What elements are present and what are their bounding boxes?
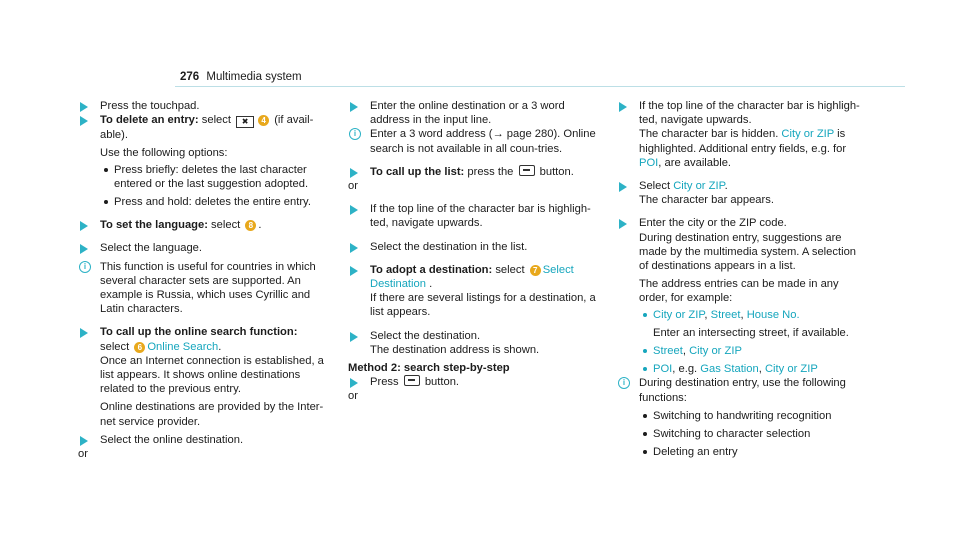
delete-key-icon: ✖ <box>236 116 254 128</box>
info-text: This function is useful for countries in which several character sets are supported. An example is Russia, which uses Cyrillic and Latin characters. <box>100 260 316 316</box>
separator: , <box>704 308 711 321</box>
info-text: Enter a 3 word address (→ page 280). Online search is not available in all coun-tries. <box>370 128 596 155</box>
ui-term: City or ZIP <box>689 345 742 358</box>
step-text: (if avail-able). <box>100 114 314 142</box>
arrow-step-icon <box>619 182 627 192</box>
ui-term-city-zip: City or ZIP <box>781 128 835 141</box>
info-icon: i <box>79 261 91 273</box>
step-heading: To call up the list: <box>370 165 465 178</box>
step-text: Select <box>639 180 674 193</box>
ui-term: City or ZIP <box>653 308 705 321</box>
step-text: . <box>218 340 222 353</box>
step-text: select <box>198 114 235 127</box>
list-item <box>639 308 865 340</box>
ui-term-poi: POI <box>639 156 659 169</box>
or-text: or <box>348 390 358 403</box>
step-text: Once an Internet connection is established, a list appears. It shows online destinations related to the previous entry. <box>100 354 324 396</box>
list-button-icon <box>404 375 420 386</box>
step-text: If the top line of the character bar is highligh-ted, navigate upwards. <box>639 100 860 127</box>
column-1 <box>78 99 326 461</box>
ui-term-city-zip: City or ZIP <box>673 180 725 193</box>
list-item: Deleting an entry <box>639 445 865 459</box>
info-note <box>617 376 865 459</box>
list-item: Press and hold: deletes the entire entry. <box>100 195 326 209</box>
step-heading: To call up the online search function: <box>100 326 298 339</box>
arrow-step-icon <box>350 205 358 215</box>
list-button-icon <box>519 165 535 176</box>
arrow-step-icon <box>80 102 88 112</box>
step-text: Select the online destination. <box>100 433 244 446</box>
step-online-search <box>78 325 326 428</box>
info-icon: i <box>618 377 630 389</box>
arrow-step-icon <box>350 102 358 112</box>
step-text: button. <box>421 376 460 389</box>
step-delete-entry <box>78 113 326 209</box>
step-text: If the top line of the character bar is highligh-ted, navigate upwards. <box>370 203 591 230</box>
callout-badge: 8 <box>245 220 256 231</box>
column-3 <box>617 99 865 459</box>
arrow-step-icon <box>619 102 627 112</box>
step-text: Select the destination in the list. <box>370 240 528 253</box>
step <box>348 99 596 127</box>
step-adopt-destination <box>348 263 596 320</box>
ui-term-online-search: Online Search <box>147 340 219 353</box>
info-note <box>348 127 596 155</box>
step-text: The address entries can be made in any order, for example: <box>639 278 839 305</box>
method-heading: Method 2: search step-by-step <box>348 362 510 375</box>
example-list <box>639 308 865 377</box>
info-note <box>78 260 326 317</box>
arrow-step-icon <box>350 378 358 388</box>
ui-term: Street <box>710 308 741 321</box>
step <box>617 179 865 207</box>
callout-badge: 4 <box>258 115 269 126</box>
ui-term: House No. <box>746 308 800 321</box>
step-text: button. <box>536 165 574 178</box>
ui-term: Street <box>653 345 683 358</box>
separator: , <box>740 308 747 321</box>
arrow-step-icon <box>619 219 627 229</box>
ui-term: City or ZIP <box>764 363 818 376</box>
step-text: The destination address is shown. <box>370 343 540 356</box>
step-heading: To set the language: <box>100 219 208 232</box>
step <box>348 329 596 357</box>
step <box>78 433 326 447</box>
info-icon: i <box>349 128 361 140</box>
step-text: is highlighted. Additional entry fields, e.g. for <box>639 128 847 155</box>
step-text: , are available. <box>658 156 732 169</box>
arrow-step-icon <box>80 436 88 446</box>
header-rule <box>175 86 905 87</box>
step-text: During destination entry, suggestions are made by the multimedia system. A selection of destinations appears in a list. <box>639 231 857 273</box>
step <box>617 216 865 376</box>
step-text: select <box>492 263 528 276</box>
step-text: The character bar appears. <box>639 194 774 207</box>
step-text: Use the following options: <box>100 147 228 160</box>
arrow-step-icon <box>80 116 88 126</box>
step <box>348 240 596 254</box>
step-heading: To adopt a destination: <box>370 263 493 276</box>
info-text: During destination entry, use the following functions: <box>639 377 846 404</box>
step <box>78 99 326 113</box>
step-text: . <box>724 180 728 193</box>
option-list <box>100 163 326 210</box>
arrow-step-icon <box>350 168 358 178</box>
list-item: Switching to character selection <box>639 427 865 441</box>
arrow-step-icon <box>80 328 88 338</box>
list-note: Enter an intersecting street, if available. <box>653 326 849 339</box>
ui-term: POI <box>653 363 673 376</box>
list-item <box>639 362 865 376</box>
callout-badge: 7 <box>530 265 541 276</box>
arrow-step-icon <box>350 243 358 253</box>
step-text: Press the touchpad. <box>100 100 200 112</box>
separator: , e.g. <box>672 363 701 376</box>
step-call-list <box>348 165 596 179</box>
page-number: 276 <box>180 71 200 83</box>
page-header <box>180 70 302 84</box>
step-text: Select the destination. <box>370 329 481 342</box>
step-text: press the <box>464 165 517 178</box>
ui-term-select-destination: Select Destination <box>370 263 574 291</box>
step-text: Enter the city or the ZIP code. <box>639 217 787 230</box>
step <box>617 99 865 170</box>
step <box>348 375 596 389</box>
arrow-step-icon <box>80 244 88 254</box>
step <box>348 202 596 230</box>
step-text: If there are several listings for a destination, a list appears. <box>370 292 596 319</box>
or-text: or <box>348 180 358 193</box>
step-text: select <box>100 340 133 353</box>
step-set-language <box>78 218 326 232</box>
step-text: Enter the online destination or a 3 word address in the input line. <box>370 100 565 127</box>
callout-badge: 6 <box>134 342 145 353</box>
or-text: or <box>78 448 88 461</box>
arrow-step-icon <box>350 266 358 276</box>
page-section-title: Multimedia system <box>206 71 302 83</box>
list-item <box>639 344 865 358</box>
column-2 <box>348 99 596 404</box>
step-text: Press <box>370 376 402 389</box>
step-text: . <box>258 219 262 232</box>
function-list <box>639 409 865 460</box>
list-item: Switching to handwriting recognition <box>639 409 865 423</box>
list-item: Press briefly: deletes the last character entered or the last suggestion adopted. <box>100 163 326 191</box>
arrow-step-icon <box>350 332 358 342</box>
step-text: . <box>425 278 433 291</box>
step-text: Select the language. <box>100 242 203 255</box>
separator: , <box>682 345 690 358</box>
step <box>78 241 326 255</box>
arrow-step-icon <box>80 221 88 231</box>
step-text: select <box>207 219 244 232</box>
step-text: The character bar is hidden. <box>639 128 782 141</box>
step-heading: To delete an entry: <box>100 114 199 127</box>
separator: , <box>758 363 765 376</box>
ui-term: Gas Station <box>700 363 759 376</box>
step-text: Online destinations are provided by the Inter-net service provider. <box>100 401 324 428</box>
